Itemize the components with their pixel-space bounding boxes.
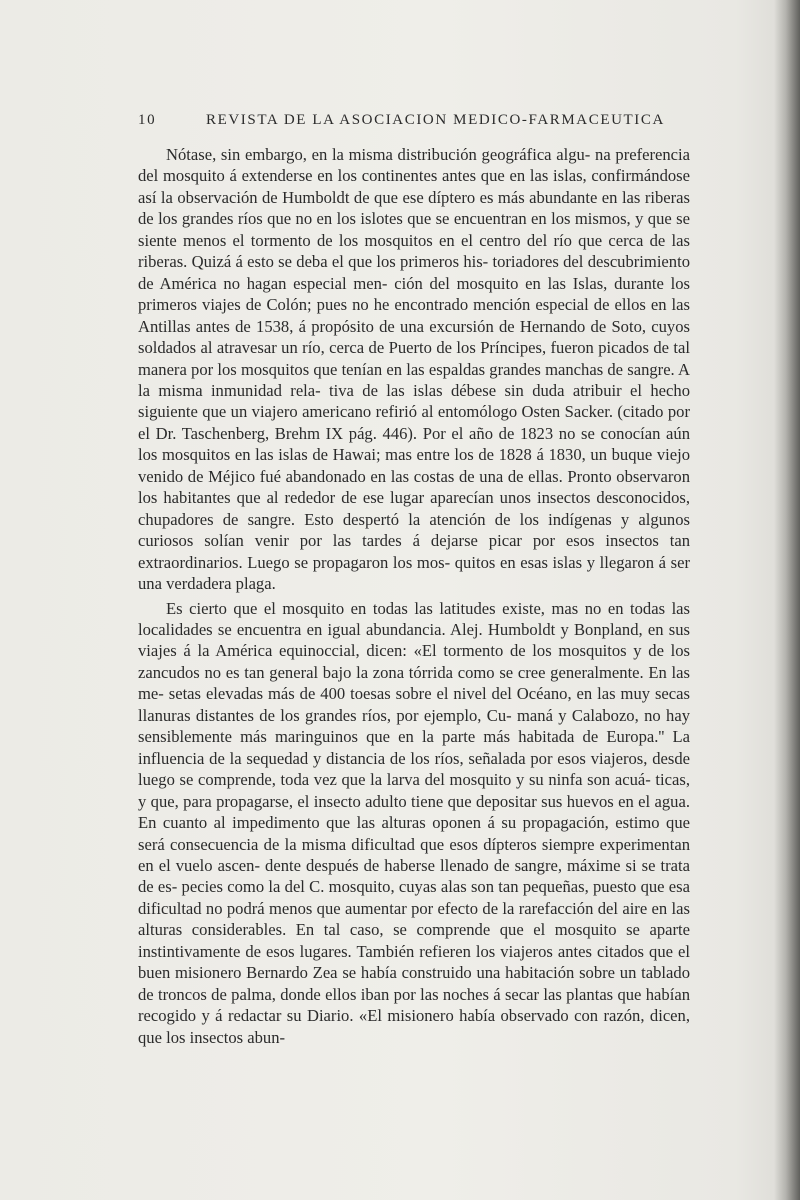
page-edge-shadow: [774, 0, 800, 1200]
page-number: 10: [138, 112, 157, 128]
body-text: [138, 144, 690, 1048]
paragraph-1: Nótase, sin embargo, en la misma distribución geográfica algu- na preferencia del mosquito á extenderse en los continentes antes que en las islas, confirmándose así la observación de Humboldt de que ese díptero es más abundante en las riberas de los grandes ríos que no en los islotes que se encuentran en los mismos, y que se siente menos el tormento de los mosquitos en el centro del río que cerca de las riberas. Quizá á esto se deba el que los primeros his- toriadores del descubrimiento de América no hagan especial men- ción del mosquito en las Islas, durante los primeros viajes de Colón; pues no he encontrado mención especial de ellos en las Antillas antes de 1538, á propósito de una excursión de Hernando de Soto, cuyos soldados al atravesar un río, cerca de Puerto de los Príncipes, fueron picados de tal manera por los mosquitos que tenían en las espaldas grandes manchas de sangre. A la misma inmunidad rela- tiva de las islas débese sin duda atribuir el hecho siguiente que un viajero americano refirió al entomólogo Osten Sacker. (citado por el Dr. Taschenberg, Brehm IX pág. 446). Por el año de 1823 no se conocían aún los mosquitos en las islas de Hawai; mas entre los de 1828 á 1830, un buque viejo venido de Méjico fué abandonado en las costas de una de ellas. Pronto observaron los habitantes que al rededor de ese lugar aparecían unos insectos desconocidos, chupadores de sangre. Esto despertó la atención de los indígenas y algunos curiosos solían venir por las tardes á dejarse picar por esos insectos tan extraordinarios. Luego se propagaron los mos- quitos en esas islas y llegaron á ser una verdadera plaga.: [138, 145, 690, 594]
paragraph-2: Es cierto que el mosquito en todas las latitudes existe, mas no en todas las localidades se encuentra en igual abundancia. Alej. Humboldt y Bonpland, en sus viajes á la América equinoccial, dicen: «El tormento de los mosquitos y de los zancudos no es tan general bajo la zona tórrida como se cree generalmente. En las me- setas elevadas más de 400 toesas sobre el nivel del Océano, en las muy secas llanuras distantes de los grandes ríos, por ejemplo, Cu- maná y Calabozo, no hay sensiblemente más maringuinos que en la parte más habitada de Europa.'' La influencia de la sequedad y distancia de los ríos, señalada por esos viajeros, desde luego se comprende, toda vez que la larva del mosquito y su ninfa son acuá- ticas, y que, para propagarse, el insecto adulto tiene que depositar sus huevos en el agua. En cuanto al impedimento que las alturas oponen á su propagación, estimo que será consecuencia de la misma dificultad que esos dípteros siempre experimentan en el vuelo ascen- dente después de haberse llenado de sangre, máxime si se trata de es- pecies como la del C. mosquito, cuyas alas son tan pequeñas, puesto que esa dificultad no podrá menos que aumentar por efecto de la rarefacción del aire en las alturas considerables. En tal caso, se comprende que el mosquito se aparte instintivamente de esos lugares. También refieren los viajeros antes citados que el buen misionero Bernardo Zea se había construido una habitación sobre un tablado de troncos de palma, donde ellos iban por las noches á secar las plantas que habían recogido y á redactar su Diario. «El misionero había observado con razón, dicen, que los insectos abun-: [138, 598, 690, 1047]
running-header: [138, 112, 690, 134]
running-title: REVISTA DE LA ASOCIACION MEDICO-FARMACEUTICA: [206, 112, 665, 128]
